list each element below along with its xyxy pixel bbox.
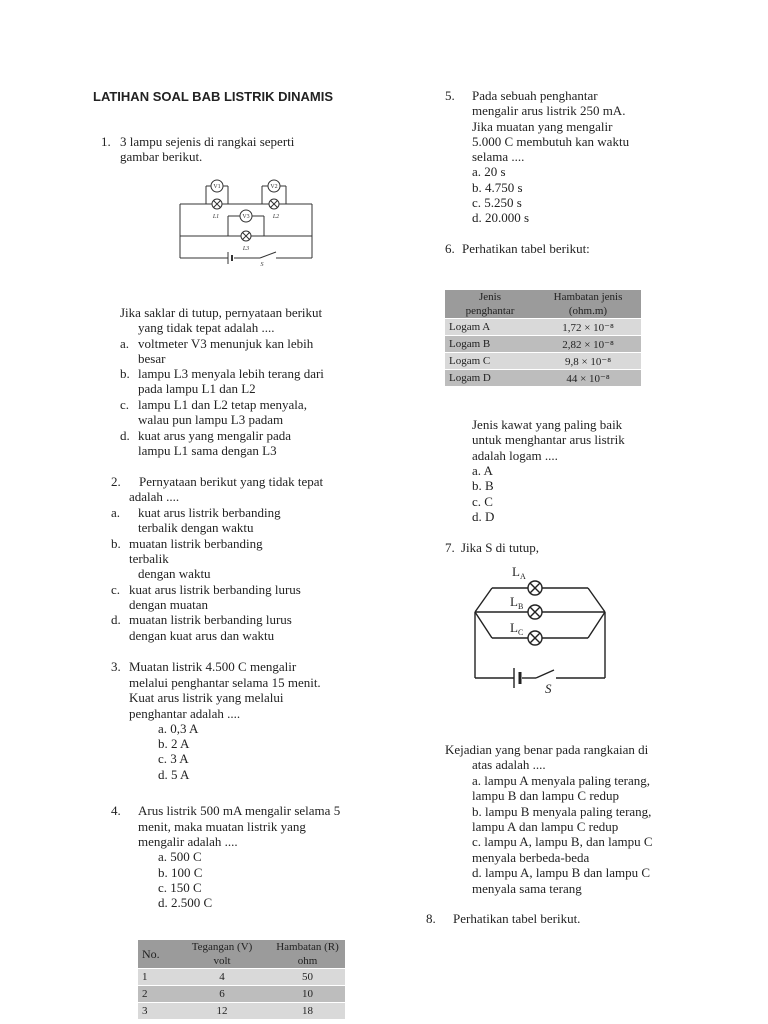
label-l1: L1 (212, 214, 220, 220)
option-text: terbalik (129, 551, 169, 566)
option-text: lampu L3 menyala lebih terang dari (138, 366, 324, 381)
option-text: a. lampu A menyala paling terang, (472, 773, 650, 788)
table-header: Hambatan (R) ohm (270, 940, 345, 969)
option-letter: c. (111, 582, 121, 597)
question-followup: Jenis kawat yang paling baik (472, 417, 623, 432)
circuit-diagram-2 (470, 560, 610, 700)
option-text: d. D (472, 509, 495, 524)
question-stem: melalui penghantar selama 15 menit. (129, 675, 321, 690)
question-followup: atas adalah .... (472, 757, 546, 772)
option-text: menyala berbeda-beda (472, 850, 590, 865)
table-row: Logam A 1,72 × 10⁻⁸ (445, 319, 641, 336)
option-letter: a. (111, 505, 121, 520)
question-stem: Perhatikan tabel berikut. (453, 911, 581, 926)
question-number: 1. (101, 134, 111, 149)
label-v1: V1 (213, 184, 221, 190)
option-text: b. 2 A (158, 736, 190, 751)
table-header: Jenis penghantar (445, 290, 535, 319)
option-text: c. 150 C (158, 880, 202, 895)
option-letter: d. (120, 428, 130, 443)
question-stem: penghantar adalah .... (129, 706, 241, 721)
option-text: b. 100 C (158, 865, 203, 880)
option-letter: d. (111, 612, 121, 627)
question-stem: 3 lampu sejenis di rangkai seperti (120, 134, 295, 149)
option-text: c. 5.250 s (472, 195, 522, 210)
label-l2: L2 (272, 214, 280, 220)
option-text: a. 500 C (158, 849, 202, 864)
page-title: LATIHAN SOAL BAB LISTRIK DINAMIS (93, 89, 334, 104)
option-text: d. 2.500 C (158, 895, 213, 910)
label-la: $L_A$ (512, 564, 526, 581)
question-followup: Kejadian yang benar pada rangkaian di (445, 742, 649, 757)
label-v2: V2 (270, 184, 278, 190)
question-followup: adalah logam .... (472, 448, 558, 463)
question-stem: selama .... (472, 149, 525, 164)
option-text: dengan kuat arus dan waktu (129, 628, 275, 643)
question-number: 8. (426, 911, 436, 926)
question-stem: menit, maka muatan listrik yang (138, 819, 306, 834)
option-text: walau pun lampu L3 padam (138, 412, 284, 427)
option-text: voltmeter V3 menunjuk kan lebih (138, 336, 314, 351)
question-stem: Jika muatan yang mengalir (472, 119, 613, 134)
circuit-diagram-1 (176, 176, 316, 268)
label-v3: V3 (242, 214, 250, 220)
question-stem: 5.000 C membutuh kan waktu (472, 134, 630, 149)
option-text: lampu A dan lampu C redup (472, 819, 619, 834)
question-stem: adalah .... (129, 489, 180, 504)
option-text: lampu L1 sama dengan L3 (138, 443, 277, 458)
question-number: 3. (111, 659, 121, 674)
option-text: a. 0,3 A (158, 721, 199, 736)
option-text: d. 5 A (158, 767, 190, 782)
label-l3: L3 (242, 246, 250, 252)
question-number: 4. (111, 803, 121, 818)
question-stem: gambar berikut. (120, 149, 203, 164)
option-text: a. 20 s (472, 164, 506, 179)
option-text: kuat arus listrik berbanding (138, 505, 281, 520)
option-text: b. lampu B menyala paling terang, (472, 804, 652, 819)
question-stem: Jika S di tutup, (461, 540, 540, 555)
question-stem: Kuat arus listrik yang melalui (129, 690, 284, 705)
option-text: c. 3 A (158, 751, 189, 766)
option-text: lampu L1 dan L2 tetap menyala, (138, 397, 307, 412)
option-text: a. A (472, 463, 493, 478)
question-stem: Pernyataan berikut yang tidak tepat (139, 474, 324, 489)
option-text: d. 20.000 s (472, 210, 530, 225)
question-number: 7. (445, 540, 455, 555)
label-s: S (545, 681, 552, 696)
question-number: 5. (445, 88, 455, 103)
table-row: Logam C 9,8 × 10⁻⁸ (445, 353, 641, 370)
option-letter: a. (120, 336, 130, 351)
question-stem: Arus listrik 500 mA mengalir selama 5 (138, 803, 341, 818)
voltage-resistance-table (138, 940, 345, 1020)
question-stem: mengalir adalah .... (138, 834, 238, 849)
question-stem: mengalir arus listrik 250 mA. (472, 103, 626, 118)
option-text: b. B (472, 478, 494, 493)
label-lb: $L_B$ (510, 594, 524, 611)
option-text: kuat arus yang mengalir pada (138, 428, 292, 443)
option-text: d. lampu A, lampu B dan lampu C (472, 865, 651, 880)
question-followup: untuk menghantar arus listrik (472, 432, 625, 447)
question-number: 6. (445, 241, 455, 256)
table-row: 2 6 10 (138, 986, 345, 1003)
question-followup: yang tidak tepat adalah .... (138, 320, 275, 335)
table-header: Hambatan jenis (ohm.m) (535, 290, 641, 319)
option-text: muatan listrik berbanding (129, 536, 263, 551)
option-text: muatan listrik berbanding lurus (129, 612, 292, 627)
option-letter: c. (120, 397, 130, 412)
table-row: Logam D 44 × 10⁻⁸ (445, 370, 641, 387)
label-s: S (260, 262, 264, 268)
option-text: dengan muatan (129, 597, 209, 612)
option-letter: b. (111, 536, 121, 551)
option-text: kuat arus listrik berbanding lurus (129, 582, 301, 597)
question-followup: Jika saklar di tutup, pernyataan berikut (120, 305, 323, 320)
table-row: Logam B 2,82 × 10⁻⁸ (445, 336, 641, 353)
option-text: pada lampu L1 dan L2 (138, 381, 256, 396)
option-text: lampu B dan lampu C redup (472, 788, 619, 803)
option-text: terbalik dengan waktu (138, 520, 254, 535)
option-text: b. 4.750 s (472, 180, 523, 195)
table-header: Tegangan (V) volt (174, 940, 270, 969)
table-row: 1 4 50 (138, 969, 345, 986)
option-text: dengan waktu (138, 566, 211, 581)
option-letter: b. (120, 366, 130, 381)
question-number: 2. (111, 474, 121, 489)
option-text: menyala sama terang (472, 881, 582, 896)
table-row: 3 12 18 (138, 1003, 345, 1020)
option-text: c. lampu A, lampu B, dan lampu C (472, 834, 653, 849)
resistivity-table (445, 290, 641, 387)
question-stem: Pada sebuah penghantar (472, 88, 598, 103)
question-stem: Perhatikan tabel berikut: (462, 241, 590, 256)
question-stem: Muatan listrik 4.500 C mengalir (129, 659, 297, 674)
table-header: No. (138, 940, 174, 969)
option-text: c. C (472, 494, 493, 509)
option-text: besar (138, 351, 166, 366)
label-lc: $L_C$ (510, 620, 524, 637)
